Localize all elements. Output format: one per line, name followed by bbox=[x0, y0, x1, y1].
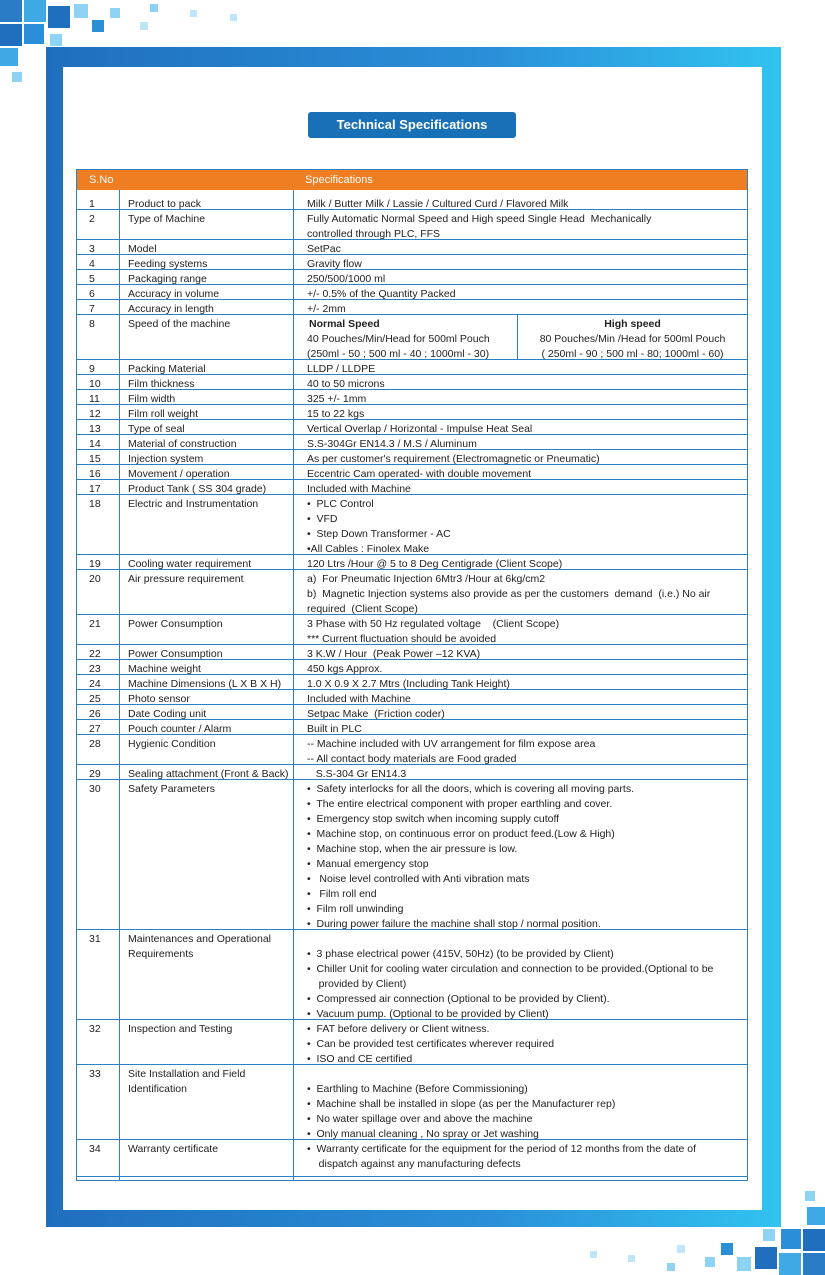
table-row bbox=[77, 675, 747, 690]
spec-line: Included with Machine bbox=[307, 483, 411, 495]
table-row bbox=[77, 390, 747, 405]
row-number: 15 bbox=[89, 453, 101, 465]
spec-line: Milk / Butter Milk / Lassie / Cultured Curd / Flavored Milk bbox=[307, 198, 569, 210]
spec-line: 250/500/1000 ml bbox=[307, 273, 386, 285]
table-row bbox=[77, 1020, 747, 1065]
table-row bbox=[77, 645, 747, 660]
spec-line bbox=[307, 932, 745, 947]
high-speed-cell bbox=[518, 317, 747, 362]
row-number: 32 bbox=[89, 1023, 101, 1035]
row-parameter: Date Coding unit bbox=[128, 708, 207, 720]
table-row bbox=[77, 375, 747, 390]
table-header bbox=[77, 170, 747, 190]
spec-line: Eccentric Cam operated- with double movement bbox=[307, 468, 532, 480]
spec-line: b) Magnetic Injection systems also provide as per the customers demand (i.e.) No air bbox=[307, 588, 711, 600]
row-specification bbox=[307, 1067, 745, 1142]
row-parameter: Cooling water requirement bbox=[128, 558, 252, 570]
table-row bbox=[77, 435, 747, 450]
spec-table bbox=[76, 169, 748, 1181]
table-row bbox=[77, 480, 747, 495]
spec-line: • Step Down Transformer - AC bbox=[307, 528, 451, 540]
spec-line: • Vacuum pump. (Optional to be provided by Client) bbox=[307, 1008, 549, 1020]
spec-line: • Only manual cleaning , No spray or Jet washing bbox=[307, 1128, 539, 1140]
high-speed-heading: High speed bbox=[604, 318, 661, 330]
row-number: 24 bbox=[89, 678, 101, 690]
row-parameter: Sealing attachment (Front & Back) bbox=[128, 768, 289, 780]
spec-line: • Noise level controlled with Anti vibration mats bbox=[307, 873, 530, 885]
row-number: 22 bbox=[89, 648, 101, 660]
row-parameter: Injection system bbox=[128, 453, 204, 465]
row-parameter: Model bbox=[128, 243, 157, 255]
row-specification bbox=[307, 737, 745, 767]
table-row bbox=[77, 195, 747, 210]
row-parameter: Warranty certificate bbox=[128, 1143, 219, 1155]
row-number: 2 bbox=[89, 213, 95, 225]
row-parameter: Site Installation and Field Identification bbox=[128, 1068, 246, 1095]
high-speed-line: ( 250ml - 90 ; 500 ml - 80; 1000ml - 60) bbox=[541, 348, 724, 360]
row-number: 3 bbox=[89, 243, 95, 255]
row-number: 30 bbox=[89, 783, 101, 795]
spec-line: • PLC Control bbox=[307, 498, 374, 510]
spec-line: • FAT before delivery or Client witness. bbox=[307, 1023, 490, 1035]
table-row bbox=[77, 705, 747, 720]
header-specifications: Specifications bbox=[305, 174, 373, 186]
normal-speed-line: (250ml - 50 ; 500 ml - 40 ; 1000ml - 30) bbox=[307, 348, 490, 360]
row-number: 16 bbox=[89, 468, 101, 480]
row-parameter: Material of construction bbox=[128, 438, 237, 450]
table-row bbox=[77, 1065, 747, 1140]
row-parameter: Air pressure requirement bbox=[128, 573, 244, 585]
normal-speed-cell bbox=[307, 317, 517, 362]
row-number: 19 bbox=[89, 558, 101, 570]
spec-line: Fully Automatic Normal Speed and High speed Single Head Mechanically bbox=[307, 213, 652, 225]
row-parameter: Type of Machine bbox=[128, 213, 206, 225]
spec-line: • Warranty certificate for the equipment for the period of 12 months from the date of bbox=[307, 1143, 697, 1155]
spec-line: Vertical Overlap / Horizontal - Impulse Heat Seal bbox=[307, 423, 533, 435]
table-row bbox=[77, 450, 747, 465]
row-parameter: Accuracy in volume bbox=[128, 288, 220, 300]
table-row bbox=[77, 570, 747, 615]
row-parameter: Speed of the machine bbox=[128, 318, 231, 330]
table-row bbox=[77, 210, 747, 240]
row-parameter: Film width bbox=[128, 393, 176, 405]
row-number: 27 bbox=[89, 723, 101, 735]
row-number: 7 bbox=[89, 303, 95, 315]
row-number: 17 bbox=[89, 483, 101, 495]
row-specification bbox=[307, 497, 745, 557]
row-parameter: Inspection and Testing bbox=[128, 1023, 233, 1035]
table-row bbox=[77, 420, 747, 435]
spec-line: 40 to 50 microns bbox=[307, 378, 385, 390]
row-specification bbox=[307, 617, 745, 647]
row-parameter: Pouch counter / Alarm bbox=[128, 723, 232, 735]
row-specification bbox=[307, 572, 745, 617]
spec-line: • No water spillage over and above the machine bbox=[307, 1113, 533, 1125]
row-parameter: Product Tank ( SS 304 grade) bbox=[128, 483, 267, 495]
table-row bbox=[77, 270, 747, 285]
row-parameter: Product to pack bbox=[128, 198, 201, 210]
row-parameter: Photo sensor bbox=[128, 693, 190, 705]
spec-line: • 3 phase electrical power (415V, 50Hz) (to be provided by Client) bbox=[307, 948, 614, 960]
row-parameter: Power Consumption bbox=[128, 618, 223, 630]
table-row bbox=[77, 735, 747, 765]
spec-line: Built in PLC bbox=[307, 723, 362, 735]
row-specification bbox=[307, 1142, 745, 1172]
row-parameter: Electric and Instrumentation bbox=[128, 498, 259, 510]
spec-line: +/- 2mm bbox=[307, 303, 346, 315]
page-title: Technical Specifications bbox=[308, 112, 516, 138]
row-number: 4 bbox=[89, 258, 95, 270]
row-number: 21 bbox=[89, 618, 101, 630]
spec-line: required (Client Scope) bbox=[307, 603, 418, 615]
row-parameter: Machine Dimensions (L X B X H) bbox=[128, 678, 282, 690]
table-row bbox=[77, 780, 747, 930]
spec-line: -- All contact body materials are Food graded bbox=[307, 753, 517, 765]
row-number: 29 bbox=[89, 768, 101, 780]
high-speed-line: 80 Pouches/Min /Head for 500ml Pouch bbox=[539, 333, 726, 345]
row-number: 26 bbox=[89, 708, 101, 720]
table-row bbox=[77, 465, 747, 480]
spec-line: 325 +/- 1mm bbox=[307, 393, 367, 405]
table-row bbox=[77, 1140, 747, 1177]
row-parameter: Safety Parameters bbox=[128, 783, 215, 795]
row-number: 12 bbox=[89, 408, 101, 420]
normal-speed-line: 40 Pouches/Min/Head for 500ml Pouch bbox=[307, 333, 490, 345]
spec-line: • Earthling to Machine (Before Commissioning) bbox=[307, 1083, 528, 1095]
spec-line: LLDP / LLDPE bbox=[307, 363, 376, 375]
table-row bbox=[77, 690, 747, 705]
row-number: 18 bbox=[89, 498, 101, 510]
spec-line: 1.0 X 0.9 X 2.7 Mtrs (Including Tank Height) bbox=[307, 678, 510, 690]
row-specification bbox=[307, 782, 745, 932]
spec-line: 3 Phase with 50 Hz regulated voltage (Client Scope) bbox=[307, 618, 560, 630]
spec-line: -- Machine included with UV arrangement for film expose area bbox=[307, 738, 596, 750]
spec-line: • Machine shall be installed in slope (as per the Manufacturer rep) bbox=[307, 1098, 616, 1110]
table-row bbox=[77, 285, 747, 300]
spec-line bbox=[307, 1067, 745, 1082]
spec-line: • Can be provided test certificates wherever required bbox=[307, 1038, 555, 1050]
row-parameter: Movement / operation bbox=[128, 468, 230, 480]
row-parameter: Packaging range bbox=[128, 273, 207, 285]
spec-line: • The entire electrical component with proper earthling and cover. bbox=[307, 798, 613, 810]
row-number: 1 bbox=[89, 198, 95, 210]
table-row bbox=[77, 315, 747, 360]
spec-line: • Safety interlocks for all the doors, which is covering all moving parts. bbox=[307, 783, 634, 795]
spec-line: •All Cables : Finolex Make bbox=[307, 543, 430, 555]
row-number: 13 bbox=[89, 423, 101, 435]
spec-line: • ISO and CE certified bbox=[307, 1053, 413, 1065]
row-number: 14 bbox=[89, 438, 101, 450]
row-parameter: Packing Material bbox=[128, 363, 206, 375]
row-parameter: Feeding systems bbox=[128, 258, 208, 270]
row-number: 8 bbox=[89, 318, 95, 330]
spec-line: +/- 0.5% of the Quantity Packed bbox=[307, 288, 456, 300]
row-number: 31 bbox=[89, 933, 101, 945]
table-row bbox=[77, 660, 747, 675]
spec-line: As per customer's requirement (Electromagnetic or Pneumatic) bbox=[307, 453, 600, 465]
row-number: 10 bbox=[89, 378, 101, 390]
spec-line: • VFD bbox=[307, 513, 338, 525]
row-number: 34 bbox=[89, 1143, 101, 1155]
row-number: 6 bbox=[89, 288, 95, 300]
table-row bbox=[77, 615, 747, 645]
row-parameter: Film thickness bbox=[128, 378, 195, 390]
row-number: 33 bbox=[89, 1068, 101, 1080]
row-parameter: Type of seal bbox=[128, 423, 185, 435]
row-parameter: Machine weight bbox=[128, 663, 201, 675]
spec-line: dispatch against any manufacturing defects bbox=[307, 1158, 521, 1170]
table-row bbox=[77, 495, 747, 555]
spec-line: SetPac bbox=[307, 243, 341, 255]
spec-line: 15 to 22 kgs bbox=[307, 408, 365, 420]
spec-line: 3 K.W / Hour (Peak Power –12 KVA) bbox=[307, 648, 481, 660]
spec-line: S.S-304Gr EN14.3 / M.S / Aluminum bbox=[307, 438, 477, 450]
row-specification bbox=[307, 212, 745, 242]
spec-line: 450 kgs Approx. bbox=[307, 663, 383, 675]
table-row bbox=[77, 405, 747, 420]
table-row bbox=[77, 930, 747, 1020]
spec-line: provided by Client) bbox=[307, 978, 407, 990]
spec-line: Gravity flow bbox=[307, 258, 362, 270]
spec-line: a) For Pneumatic Injection 6Mtr3 /Hour at 6kg/cm2 bbox=[307, 573, 546, 585]
row-number: 25 bbox=[89, 693, 101, 705]
row-parameter: Film roll weight bbox=[128, 408, 199, 420]
row-specification bbox=[307, 932, 745, 1022]
spec-line: 120 Ltrs /Hour @ 5 to 8 Deg Centigrade (Client Scope) bbox=[307, 558, 563, 570]
spec-line: • Chiller Unit for cooling water circulation and connection to be provided.(Optional to be bbox=[307, 963, 714, 975]
row-number: 9 bbox=[89, 363, 95, 375]
header-sno: S.No bbox=[89, 174, 114, 186]
row-number: 28 bbox=[89, 738, 101, 750]
row-parameter: Power Consumption bbox=[128, 648, 223, 660]
table-row bbox=[77, 300, 747, 315]
row-specification bbox=[307, 1022, 745, 1067]
row-parameter: Maintenances and Operational Requirements bbox=[128, 933, 272, 960]
row-parameter: Accuracy in length bbox=[128, 303, 214, 315]
table-row bbox=[77, 255, 747, 270]
table-row bbox=[77, 765, 747, 780]
spec-line: Included with Machine bbox=[307, 693, 411, 705]
table-row bbox=[77, 720, 747, 735]
table-row bbox=[77, 360, 747, 375]
spec-line: S.S-304 Gr EN14.3 bbox=[307, 768, 407, 780]
normal-speed-heading: Normal Speed bbox=[309, 318, 380, 330]
spec-line: • Emergency stop switch when incoming supply cutoff bbox=[307, 813, 560, 825]
spec-line: • Film roll end bbox=[307, 888, 377, 900]
spec-line: Setpac Make (Friction coder) bbox=[307, 708, 445, 720]
spec-line: *** Current fluctuation should be avoided bbox=[307, 633, 497, 645]
table-row bbox=[77, 240, 747, 255]
spec-line: • During power failure the machine shall stop / normal position. bbox=[307, 918, 601, 930]
spec-line: • Film roll unwinding bbox=[307, 903, 404, 915]
spec-line: • Compressed air connection (Optional to be provided by Client). bbox=[307, 993, 610, 1005]
spec-line: • Manual emergency stop bbox=[307, 858, 429, 870]
row-number: 5 bbox=[89, 273, 95, 285]
row-parameter: Hygienic Condition bbox=[128, 738, 216, 750]
table-row bbox=[77, 555, 747, 570]
spec-line: • Machine stop, when the air pressure is low. bbox=[307, 843, 518, 855]
row-number: 11 bbox=[89, 393, 100, 405]
row-number: 20 bbox=[89, 573, 101, 585]
spec-line: controlled through PLC, FFS bbox=[307, 228, 441, 240]
spec-line: • Machine stop, on continuous error on product feed.(Low & High) bbox=[307, 828, 615, 840]
row-number: 23 bbox=[89, 663, 101, 675]
